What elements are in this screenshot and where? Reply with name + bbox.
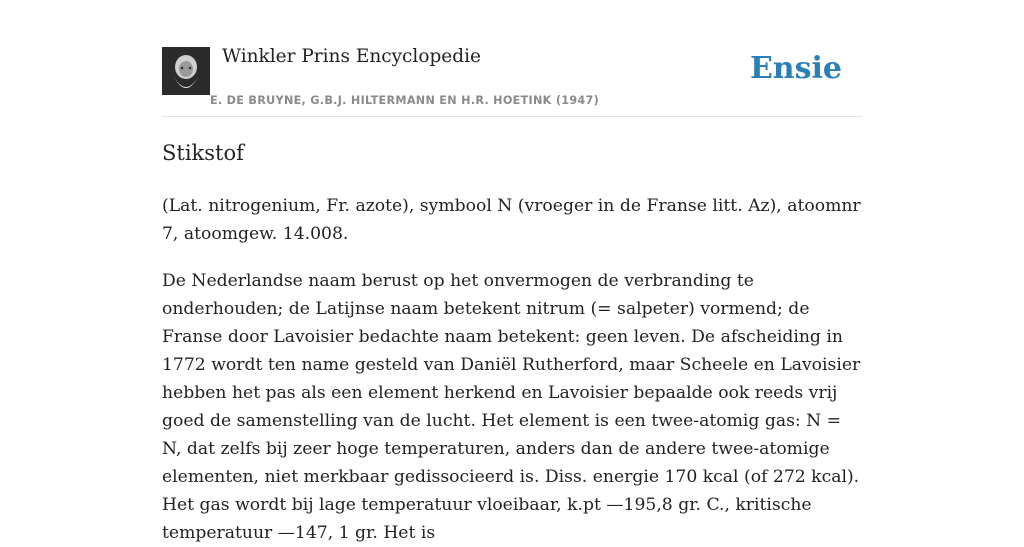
article-paragraph: (Lat. nitrogenium, Fr. azote), symbool N (vroeger in de Franse litt. Az), atoomnr 7, atoomgew. 14.008. [162, 196, 861, 244]
site-title-link[interactable]: Winkler Prins Encyclopedie [222, 46, 481, 67]
article-title: Stikstof [162, 141, 244, 165]
site-header [162, 0, 862, 117]
author-portrait-icon[interactable] [162, 47, 210, 95]
authors-line: E. DE BRUYNE, G.B.J. HILTERMANN EN H.R. HOETINK (1947) [210, 94, 599, 107]
page [162, 0, 862, 543]
article-paragraph: De Nederlandse naam berust op het onvermogen de verbranding te onderhouden; de Latijnse naam betekent nitrum (= salpeter) vormend; de Franse door Lavoisier bedachte naam betekent: geen leven. De afscheiding in 1772 wordt ten name gesteld van Daniël Rutherford, maar Scheele en Lavoisier hebben het pas als een element herkend en Lavoisier bepaalde ook reeds vrij goed de samenstelling van de lucht. Het element is een twee-atomig gas: N = N, dat zelfs bij zeer hoge temperaturen, anders dan de andere twee-atomige elementen, niet merkbaar gedissocieerd is. Diss. energie 170 kcal (of 272 kcal). Het gas wordt bij lage temperatuur vloeibaar, k.pt —195,8 gr. C., kritische temperatuur —147, 1 gr. Het is [162, 271, 861, 543]
ensie-logo-link[interactable]: Ensie [749, 51, 842, 86]
